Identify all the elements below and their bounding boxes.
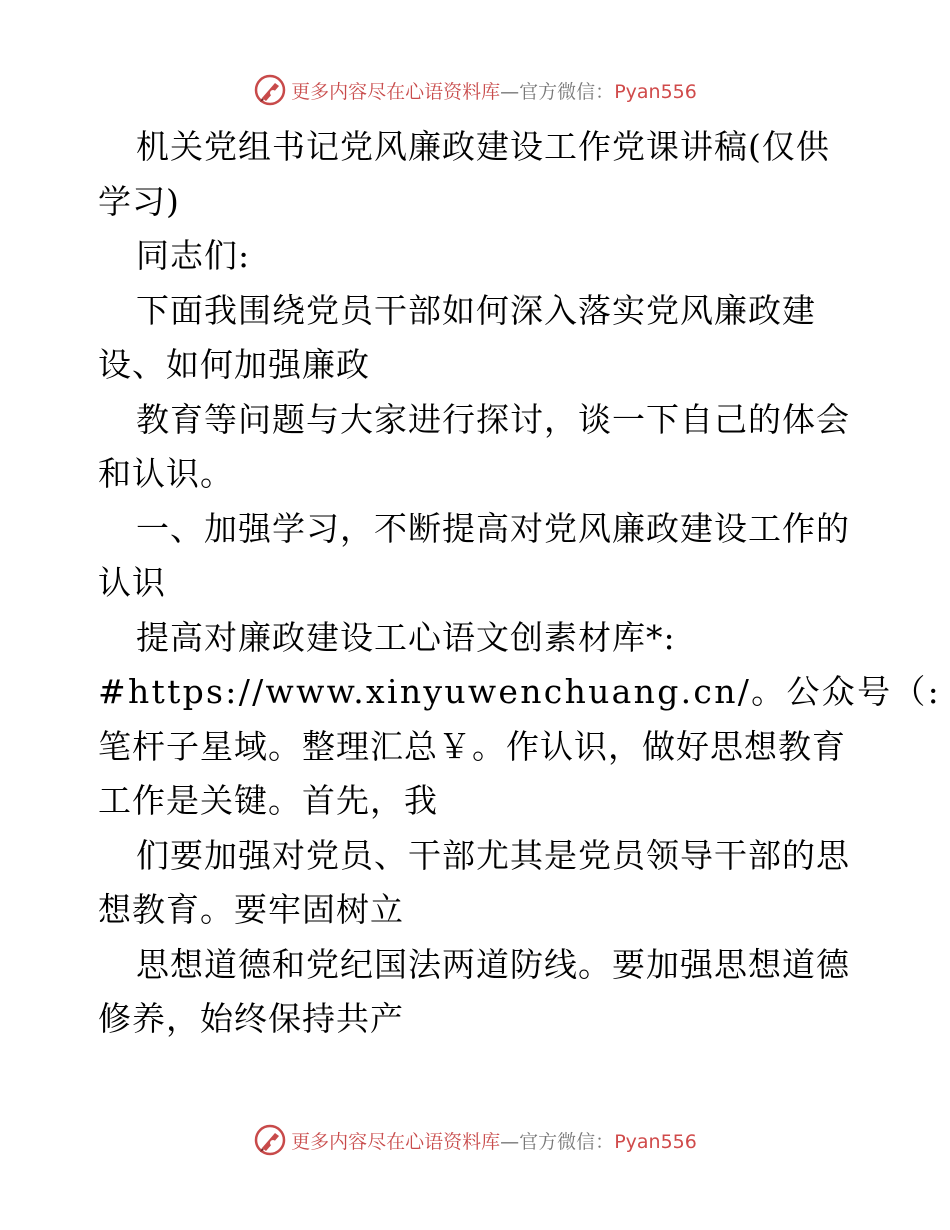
paragraph-line: 教育等问题与大家进行探讨，谈一下自己的体会 xyxy=(136,399,850,439)
pen-circle-logo-icon xyxy=(253,73,287,107)
banner-main-text: 更多内容尽在心语资料库 xyxy=(291,1130,501,1153)
banner-dash: — xyxy=(500,80,520,103)
paragraph-line-url: #https://www.xinyuwenchuang.cn/。公众号（: xyxy=(98,672,942,711)
banner-wechat-label: 官方微信： xyxy=(519,1130,615,1153)
document-title-line: 学习) xyxy=(98,181,180,221)
banner-text xyxy=(291,77,697,104)
section-heading-line: 一、加强学习，不断提高对党风廉政建设工作的 xyxy=(136,508,850,548)
header-banner xyxy=(0,70,950,110)
paragraph-line: 和认识。 xyxy=(98,454,234,493)
banner-text xyxy=(291,1127,697,1154)
banner-wechat-id: Pyan556 xyxy=(614,80,697,103)
paragraph-line: 设、如何加强廉政 xyxy=(98,345,370,384)
paragraph-line: 想教育。要牢固树立 xyxy=(98,890,404,929)
paragraph-line: 提高对廉政建设工心语文创素材库*: xyxy=(136,617,676,657)
pen-circle-logo-icon xyxy=(253,1123,287,1157)
paragraph-line: 下面我围绕党员干部如何深入落实党风廉政建 xyxy=(136,290,816,330)
paragraph-line: 工作是关键。首先，我 xyxy=(98,781,438,820)
banner-dash: — xyxy=(500,1130,520,1153)
banner-wechat-label: 官方微信： xyxy=(519,80,615,103)
banner-wechat-id: Pyan556 xyxy=(614,1130,697,1153)
section-heading-line: 认识 xyxy=(98,563,166,602)
document-body xyxy=(98,120,942,1047)
paragraph-line: 们要加强对党员、干部尤其是党员领导干部的思 xyxy=(136,835,850,875)
paragraph-line: 笔杆子星域。整理汇总￥。作认识，做好思想教育 xyxy=(98,726,846,766)
salutation: 同志们: xyxy=(136,236,251,275)
paragraph-line: 思想道德和党纪国法两道防线。要加强思想道德 xyxy=(136,944,850,984)
paragraph-line: 修养，始终保持共产 xyxy=(98,999,404,1038)
footer-banner xyxy=(0,1120,950,1160)
banner-main-text: 更多内容尽在心语资料库 xyxy=(291,80,501,103)
document-title-line: 机关党组书记党风廉政建设工作党课讲稿(仅供 xyxy=(136,127,830,166)
